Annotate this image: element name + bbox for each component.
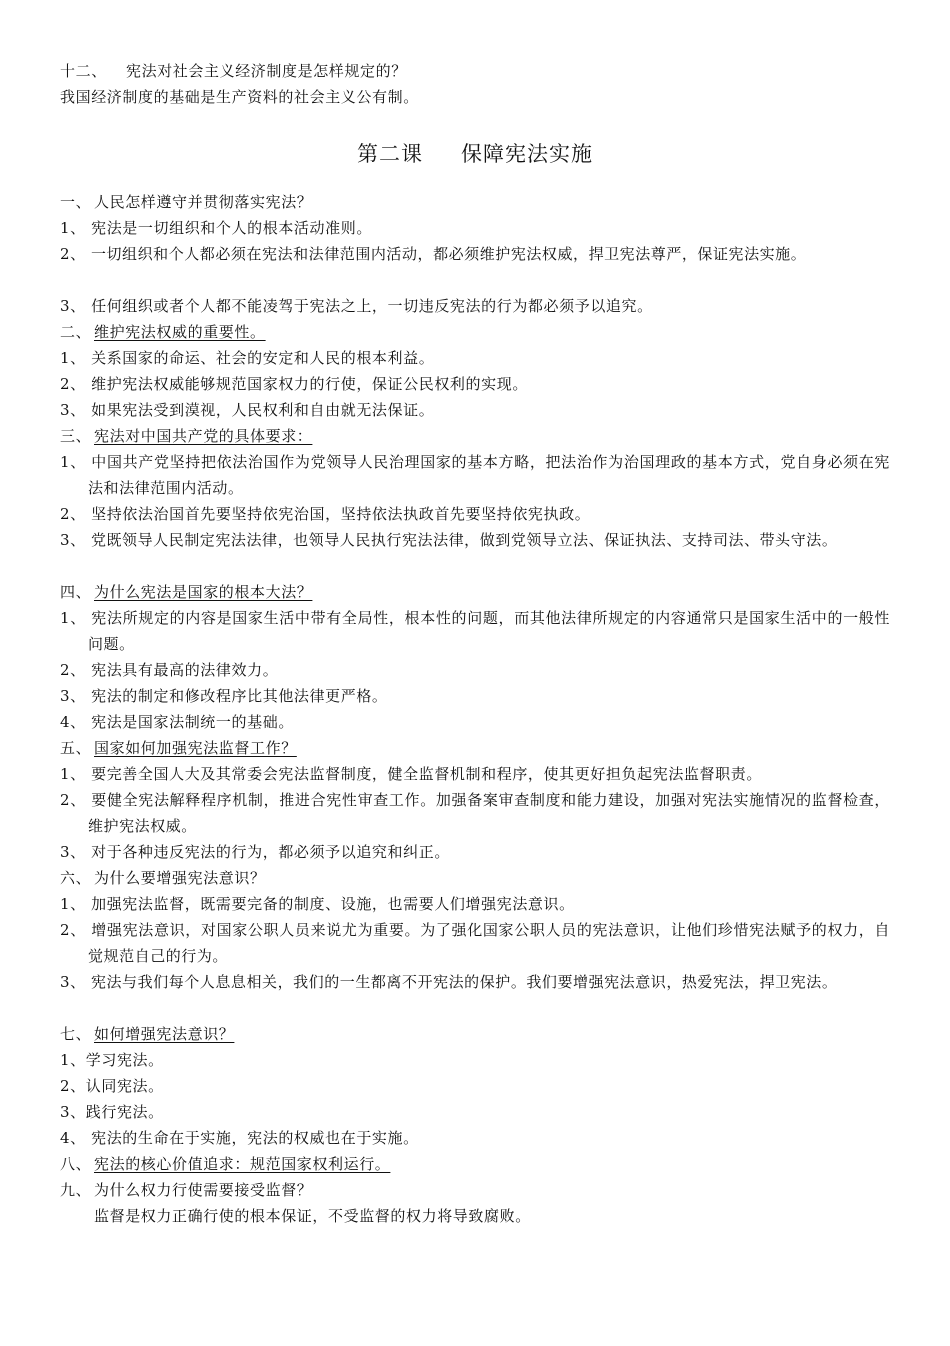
lesson-name: 保障宪法实施	[461, 142, 593, 166]
list-item: 3、践行宪法。	[60, 1103, 164, 1121]
section-title: 为什么要增强宪法意识？	[94, 869, 266, 887]
section-heading-5	[60, 735, 890, 761]
section-title: 国家如何加强宪法监督工作？	[94, 739, 297, 757]
question-12	[60, 58, 890, 84]
list-item: 3、 对于各种违反宪法的行为，都必须予以追究和纠正。	[60, 843, 450, 861]
list-item: 1、 宪法所规定的内容是国家生活中带有全局性，根本性的问题，而其他法律所规定的内容通常只是国家生活中的一般性问题。	[60, 609, 890, 653]
list-item: 1、 宪法是一切组织和个人的根本活动准则。	[60, 219, 372, 237]
section-heading-1	[60, 189, 890, 215]
lesson-title	[0, 138, 950, 168]
section-heading-7	[60, 1021, 890, 1047]
section-heading-9	[60, 1177, 890, 1203]
section-title: 为什么权力行使需要接受监督？	[94, 1181, 313, 1199]
list-item: 2、 维护宪法权威能够规范国家权力的行使，保证公民权利的实现。	[60, 375, 528, 393]
list-item: 1、 加强宪法监督，既需要完备的制度、设施，也需要人们增强宪法意识。	[60, 895, 575, 913]
question-number: 十二、	[60, 62, 107, 80]
section-number: 四、	[60, 583, 92, 601]
list-item: 1、学习宪法。	[60, 1051, 164, 1069]
list-item: 4、 宪法的生命在于实施，宪法的权威也在于实施。	[60, 1129, 419, 1147]
lesson-number: 第二课	[357, 142, 423, 166]
list-item: 1、 关系国家的命运、社会的安定和人民的根本利益。	[60, 349, 435, 367]
section-title: 宪法对中国共产党的具体要求：	[94, 427, 313, 445]
section-number: 五、	[60, 739, 92, 757]
section-number: 七、	[60, 1025, 92, 1043]
list-item: 2、 增强宪法意识，对国家公职人员来说尤为重要。为了强化国家公职人员的宪法意识，让他们珍惜宪法赋予的权力，自觉规范自己的行为。	[60, 921, 890, 965]
list-item: 2、 宪法具有最高的法律效力。	[60, 661, 279, 679]
question-12-answer: 我国经济制度的基础是生产资料的社会主义公有制。	[60, 88, 419, 106]
section-title: 如何增强宪法意识？	[94, 1025, 235, 1043]
list-item: 3、 宪法与我们每个人息息相关，我们的一生都离不开宪法的保护。我们要增强宪法意识，热爱宪法，捍卫宪法。	[60, 973, 838, 991]
list-item: 3、 任何组织或者个人都不能凌驾于宪法之上，一切违反宪法的行为都必须予以追究。	[60, 297, 653, 315]
section-number: 八、	[60, 1155, 92, 1173]
question-text: 宪法对社会主义经济制度是怎样规定的？	[126, 62, 407, 80]
list-item: 1、 中国共产党坚持把依法治国作为党领导人民治理国家的基本方略，把法治作为治国理政的基本方式，党自身必须在宪法和法律范围内活动。	[60, 453, 890, 497]
list-item: 2、 坚持依法治国首先要坚持依宪治国，坚持依法执政首先要坚持依宪执政。	[60, 505, 591, 523]
list-item: 3、 宪法的制定和修改程序比其他法律更严格。	[60, 687, 388, 705]
section-title: 维护宪法权威的重要性。	[94, 323, 266, 341]
section-number: 二、	[60, 323, 92, 341]
list-item: 3、 如果宪法受到漠视，人民权利和自由就无法保证。	[60, 401, 435, 419]
section-heading-6	[60, 865, 890, 891]
list-item: 1、 要完善全国人大及其常委会宪法监督制度，健全监督机制和程序，使其更好担负起宪法监督职责。	[60, 765, 762, 783]
list-item: 4、 宪法是国家法制统一的基础。	[60, 713, 294, 731]
section-title: 宪法的核心价值追求：规范国家权利运行。	[94, 1155, 391, 1173]
section-number: 三、	[60, 427, 92, 445]
section-number: 一、	[60, 193, 92, 211]
section-heading-3	[60, 423, 890, 449]
list-item: 2、认同宪法。	[60, 1077, 164, 1095]
section-heading-8	[60, 1151, 890, 1177]
section-heading-2	[60, 319, 890, 345]
section-title: 为什么宪法是国家的根本大法？	[94, 583, 313, 601]
list-item: 2、 一切组织和个人都必须在宪法和法律范围内活动，都必须维护宪法权威，捍卫宪法尊严，保证宪法实施。	[60, 245, 807, 263]
section-title: 人民怎样遵守并贯彻落实宪法？	[94, 193, 313, 211]
section-number: 九、	[60, 1181, 92, 1199]
section-heading-4	[60, 579, 890, 605]
list-item: 2、 要健全宪法解释程序机制，推进合宪性审查工作。加强备案审查制度和能力建设，加强对宪法实施情况的监督检查，维护宪法权威。	[60, 791, 890, 835]
section-number: 六、	[60, 869, 92, 887]
list-item: 3、 党既领导人民制定宪法法律，也领导人民执行宪法法律，做到党领导立法、保证执法、支持司法、带头守法。	[60, 531, 838, 549]
section-9-answer: 监督是权力正确行使的根本保证，不受监督的权力将导致腐败。	[94, 1207, 531, 1225]
